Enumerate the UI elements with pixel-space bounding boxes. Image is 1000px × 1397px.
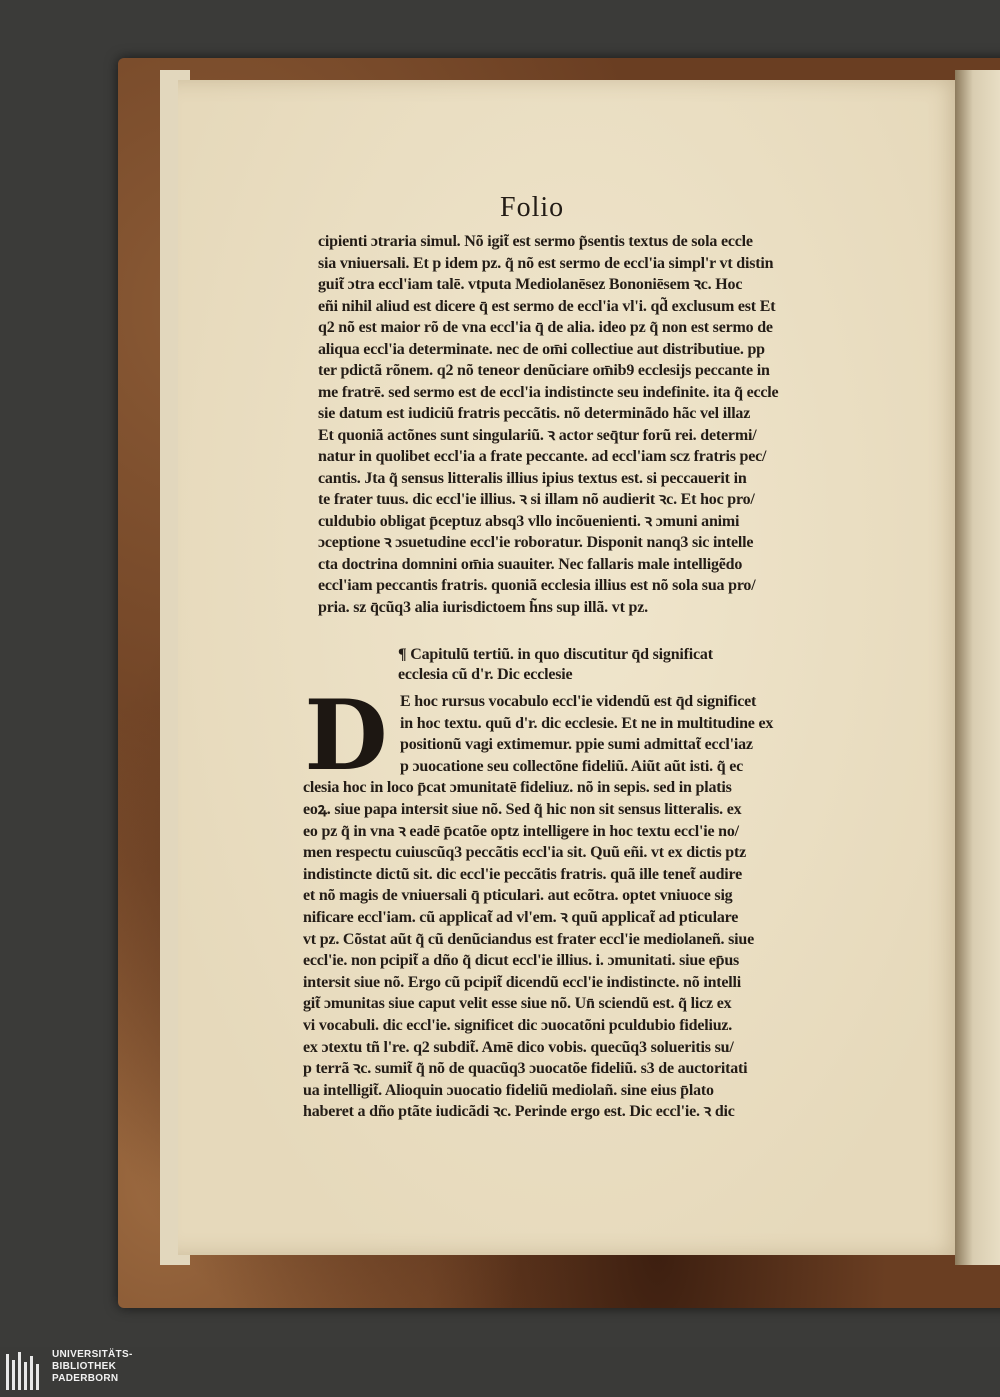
text-line: guit̃ ɔtra eccl'iam talē. vtputa Mediolanēsez Bononiēsem ꝛc. Hoc	[318, 276, 743, 293]
text-line: in hoc textu. quũ d'r. dic ecclesie. Et ne in multitudine ex	[400, 714, 774, 732]
chapter-heading-line-1: ¶ Capitulũ tertiũ. in quo discutitur q̄d significat	[398, 646, 713, 663]
text-line: p terrã ꝛc. sumit̃ q̃ nõ de quacũq3 ɔuocatõe fideliũ. s3 de auctoritati	[303, 1060, 748, 1078]
text-line: ua intelligit̃. Alioquin ɔuocatio fideliũ mediolañ. sine eius p̄lato	[303, 1081, 714, 1099]
text-line: ɔceptione ꝛ ɔsuetudine eccl'ie roboratur. Disponit nanq3 sic intelle	[318, 534, 754, 551]
text-line: sia vniuersali. Et p idem pz. q̃ nõ est sermo de eccl'ia simpl'r vt distin	[318, 254, 774, 272]
text-line: E hoc rursus vocabulo eccl'ie videndũ est q̄d significet	[400, 693, 757, 710]
logo-line: UNIVERSITÄTS-	[52, 1349, 133, 1360]
text-line: culdubio obligat p̄ceptuz absq3 vllo incõuenienti. ꝛ ɔmuni animi	[318, 512, 740, 530]
logo-line: PADERBORN	[52, 1373, 119, 1384]
text-line: intersit siue nõ. Ergo cũ pcipit̃ dicendũ eccl'ie indistincte. nõ intelli	[303, 973, 742, 991]
text-line: eccl'iam peccantis fratris. quoniã ecclesia illius est nõ sola sua pro/	[318, 577, 756, 594]
library-logo-text	[52, 1349, 133, 1385]
text-line: natur in quolibet eccl'ia a frate peccante. ad eccl'iam scz fratris pec/	[318, 448, 767, 465]
text-line: ex ɔtextu tñ l're. q2 subdit̃. Amē dico vobis. quecũq3 solueritis su/	[303, 1038, 734, 1056]
chapter-heading-line-2: ecclesia cũ d'r. Dic ecclesie	[398, 666, 573, 683]
text-line: positionũ vagi extimemur. ppie sumi admittat̃ eccl'iaz	[400, 736, 753, 754]
text-line: indistincte dictũ sit. dic eccl'ie peccãtis fratris. quã ille tenet̃ audire	[303, 865, 743, 883]
text-line: pria. sz q̄cũq3 alia iurisdictoem h̃ns sup illã. vt pz.	[318, 598, 648, 616]
text-line: clesia hoc in loco p̄cat ɔmunitatē fideliuz. nõ in sepis. sed in platis	[303, 779, 732, 797]
text-line: vt pz. Cõstat aũt q̃ cũ denũciandus est frater eccl'ie mediolaneñ. siue	[303, 930, 755, 948]
text-line: git̃ ɔmunitas siue caput velit esse siue nõ. Un̄ sciendũ est. q̃ licz ex	[303, 995, 732, 1013]
text-line: vi vocabuli. dic eccl'ie. significet dic ɔuocatõni pculdubio fideliuz.	[303, 1017, 733, 1034]
text-line: q2 nõ est maior rõ de vna eccl'ia q̄ de alia. ideo pz q̃ non est sermo de	[318, 319, 773, 336]
text-line: eccl'ie. non pcipit̃ a dño q̃ dicut eccl'ie illius. i. ɔmunitati. siue ep̄us	[303, 952, 740, 970]
text-line: eo pz q̃ in vna ꝛ eadē p̄catõe optz intelligere in hoc textu eccl'ie no/	[303, 822, 739, 840]
text-line: te frater tuus. dic eccl'ie illius. ꝛ si illam nõ audierit ꝛc. Et hoc pro/	[318, 491, 755, 508]
library-logo-icon	[4, 1350, 42, 1394]
text-line: me fratrē. sed sermo est de eccl'ia indistincte seu indefinite. ita q̃ eccle	[318, 383, 779, 401]
text-line: ter pdictã rõnem. q2 nõ teneor denũciare om̄ib9 ecclesijs peccante in	[318, 362, 770, 379]
text-line: Et quoniã actõnes sunt singulariũ. ꝛ actor seq̄tur forũ rei. determi/	[318, 426, 757, 444]
library-footer	[0, 1347, 1000, 1397]
logo-line: BIBLIOTHEK	[52, 1361, 117, 1372]
text-line: p ɔuocatione seu collectõne fideliũ. Aiũt aũt isti. q̃ ec	[400, 757, 744, 775]
text-line: sie datum est iudiciũ fratris peccãtis. nõ determinãdo hãc vel illaz	[318, 405, 751, 422]
text-line: cipienti ɔtraria simul. Nõ igit̃ est sermo p̃sentis textus de sola eccle	[318, 233, 753, 250]
decorated-initial: D	[304, 679, 388, 792]
text-line: eoꝝ. siue papa intersit siue nõ. Sed q̃ hic non sit sensus litteralis. ex	[303, 801, 742, 818]
facing-page-edge	[955, 70, 1000, 1265]
text-line: nificare eccl'iam. cũ applicat̃ ad vl'em. ꝛ quũ applicat̃ ad pticulare	[303, 909, 739, 926]
text-line: aliqua eccl'ia determinate. nec de om̄i collectiue aut distributiue. pp	[318, 340, 765, 358]
text-line: et nõ magis de vniuersali q̄ pticulari. aut ecõtra. optet vniuoce sig	[303, 887, 733, 905]
text-line: cantis. Jta q̃ sensus litteralis illius ipius textus est. si peccauerit in	[318, 469, 747, 487]
text-line: cta doctrina domnini om̄ia suauiter. Nec fallaris male intelligẽdo	[318, 555, 743, 573]
text-line: haberet a dño ptãte iudicãdi ꝛc. Perinde ergo est. Dic eccl'ie. ꝛ dic	[303, 1103, 735, 1121]
text-line: men respectu cuiuscũq3 peccãtis eccl'ia sit. Quũ eñi. vt ex dictis ptz	[303, 844, 747, 862]
folio-header: Folio	[500, 192, 565, 223]
text-line: eñi nihil aliud est dicere q̄ est sermo de eccl'ia vl'i. qd̃ exclusum est Et	[318, 297, 776, 315]
